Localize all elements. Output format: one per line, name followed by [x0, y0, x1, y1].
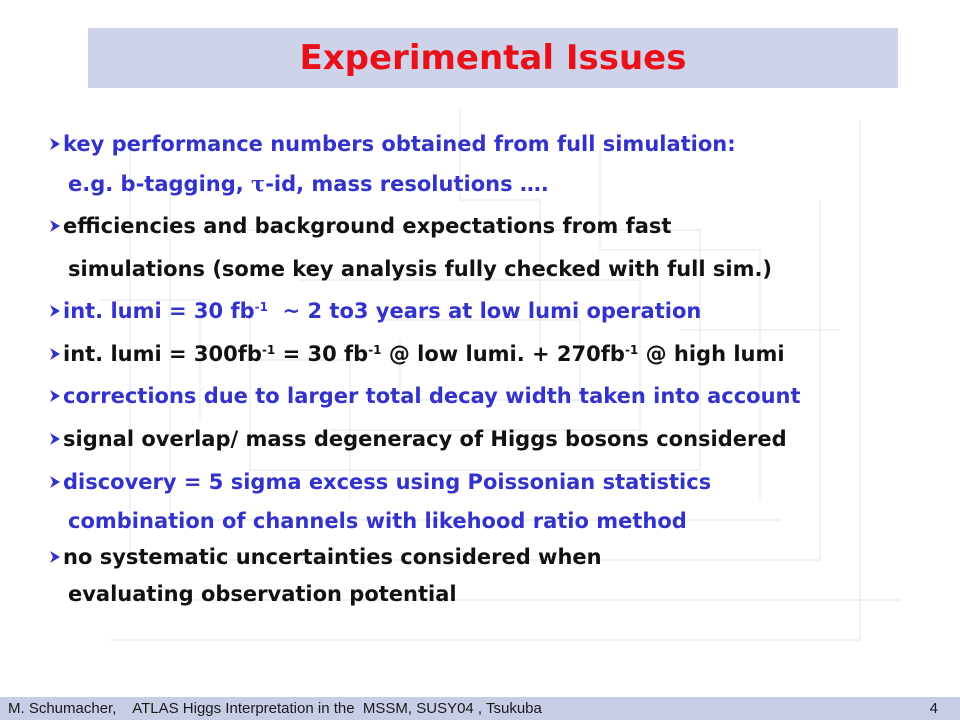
slide-title: Experimental Issues [299, 38, 687, 78]
arrow-bullet-icon [47, 130, 63, 158]
arrow-bullet-icon [47, 297, 63, 325]
bullet-6: signal overlap/ mass degeneracy of Higgs bosons considered [63, 427, 787, 451]
bullet-2-line-2: simulations (some key analysis fully checked with full sim.) [68, 257, 773, 281]
arrow-bullet-icon [47, 468, 63, 496]
footer-bar [0, 697, 960, 720]
bullet-1-line-1: key performance numbers obtained from full simulation: [63, 132, 736, 156]
footer-text: M. Schumacher, ATLAS Higgs Interpretation in the MSSM, SUSY04 , Tsukuba [8, 700, 542, 717]
bullet-7-line-1: discovery = 5 sigma excess using Poissonian statistics [63, 470, 712, 494]
arrow-bullet-icon [47, 425, 63, 453]
bullet-8-line-1: no systematic uncertainties considered when [63, 545, 602, 569]
arrow-bullet-icon [47, 382, 63, 410]
arrow-bullet-icon [47, 340, 63, 368]
tau-symbol: τ [251, 171, 266, 196]
arrow-bullet-icon [47, 212, 63, 240]
bullet-2-line-1: efficiencies and background expectations from fast [63, 214, 672, 238]
bullet-1-line-2: e.g. b-tagging, τ-id, mass resolutions …. [68, 171, 549, 196]
page-number: 4 [929, 700, 938, 717]
bullet-3: int. lumi = 30 $fb^{-1}$ ~ 2 to3 years at low lumi operation [63, 299, 702, 323]
bullet-8-line-2: evaluating observation potential [68, 582, 457, 606]
bullet-7-line-2: combination of channels with likehood ratio method [68, 509, 687, 533]
arrow-bullet-icon [47, 543, 63, 571]
bullet-5: corrections due to larger total decay width taken into account [63, 384, 801, 408]
bullet-4: int. lumi = $300fb^{-1} = 30$ $fb^{-1}$ @ low lumi. + $270fb^{-1}$ @ high lumi [63, 342, 785, 366]
